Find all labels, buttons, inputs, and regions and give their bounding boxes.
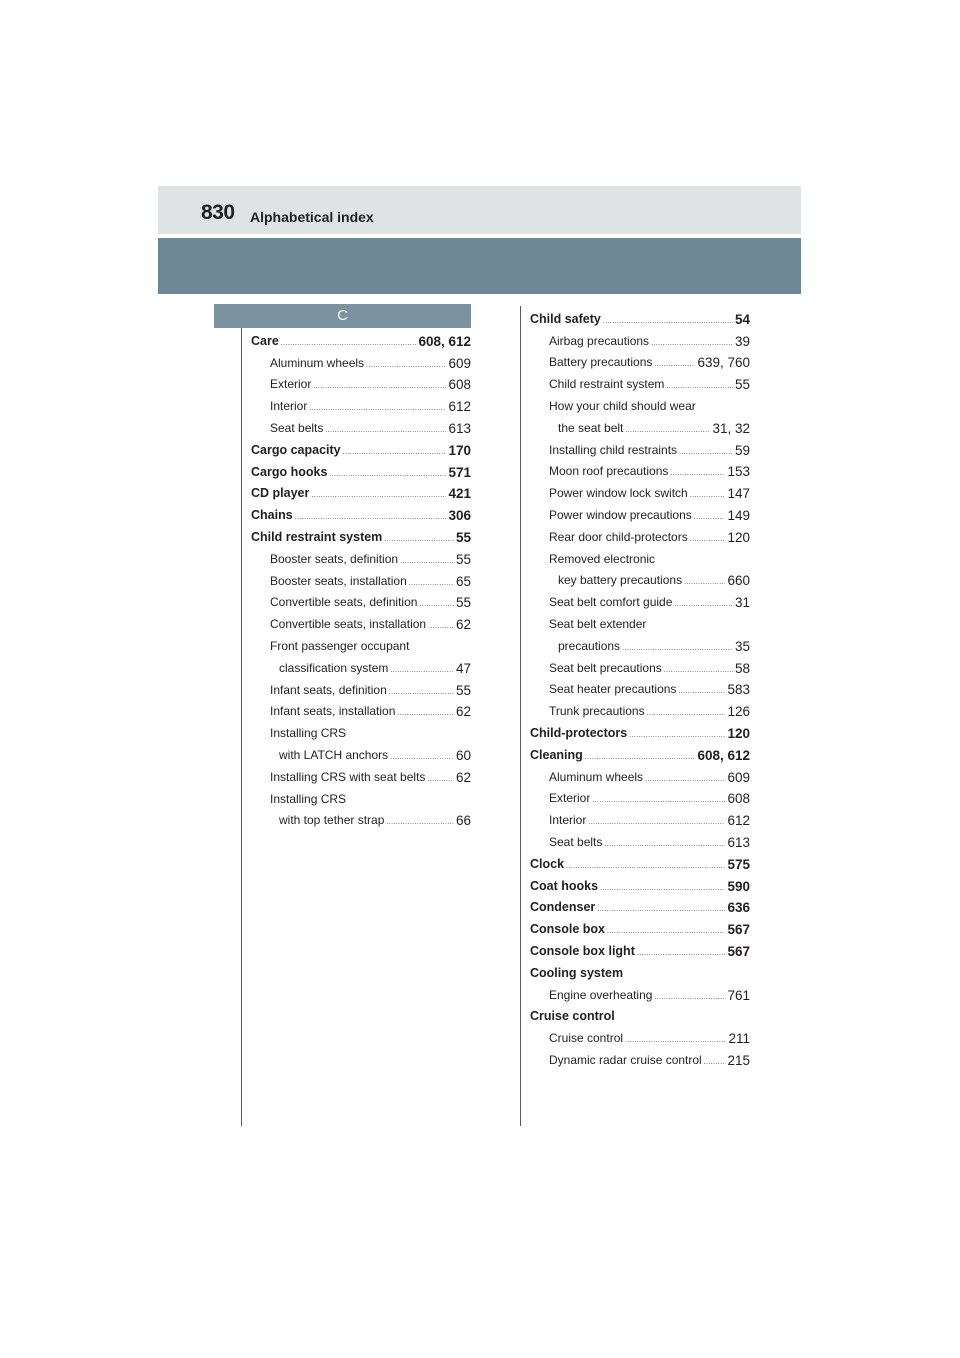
entry-page-ref[interactable]: 126 [727, 704, 750, 720]
entry-page-ref[interactable]: 62 [455, 617, 471, 633]
dot-leader [597, 904, 725, 916]
entry-label: Child-protectors [530, 725, 628, 740]
index-entry [251, 764, 471, 786]
index-entry [530, 524, 750, 546]
entry-page-ref[interactable]: 608 [727, 791, 750, 807]
entry-page-ref[interactable]: 613 [727, 834, 750, 850]
entry-label: Care [251, 333, 279, 348]
entry-label: key battery precautions [558, 573, 683, 588]
entry-page-ref[interactable]: 147 [727, 486, 750, 502]
entry-label: Condenser [530, 900, 596, 915]
entry-label: Console box light [530, 943, 635, 958]
dot-leader [654, 359, 695, 371]
dot-leader [679, 447, 733, 459]
dot-leader [622, 643, 733, 655]
entry-page-ref[interactable]: 120 [727, 725, 750, 741]
dot-leader [604, 839, 725, 851]
entry-page-ref[interactable]: 660 [727, 573, 750, 589]
index-entry [251, 524, 471, 546]
section-title: Alphabetical index [250, 209, 374, 225]
entry-page-ref[interactable]: 66 [455, 813, 471, 829]
dot-leader [390, 752, 454, 764]
index-entry [251, 655, 471, 677]
entry-page-ref[interactable]: 62 [455, 704, 471, 720]
dot-leader [678, 686, 725, 698]
index-entry [530, 677, 750, 699]
entry-label: Installing CRS [270, 791, 347, 806]
dot-leader [419, 599, 454, 611]
index-entry [530, 895, 750, 917]
entry-page-ref[interactable]: 31, 32 [712, 420, 750, 436]
dot-leader [366, 360, 446, 372]
index-entry [251, 502, 471, 524]
dot-leader [607, 926, 725, 938]
entry-label: Moon roof precautions [549, 464, 669, 479]
entry-page-ref[interactable]: 55 [455, 595, 471, 611]
index-entry [530, 698, 750, 720]
dot-leader [625, 1035, 726, 1047]
entry-page-ref[interactable]: 608 [448, 377, 471, 393]
index-entry [251, 786, 471, 808]
entry-page-ref[interactable]: 58 [734, 660, 750, 676]
dot-leader [588, 817, 725, 829]
dot-leader [592, 795, 725, 807]
entry-label: Console box [530, 922, 606, 937]
dot-leader [664, 665, 733, 677]
index-entry [530, 960, 750, 982]
entry-label: precautions [558, 638, 621, 653]
entry-page-ref[interactable]: 149 [727, 507, 750, 523]
dot-leader [629, 730, 725, 742]
dot-leader [647, 708, 726, 720]
index-entry [251, 633, 471, 655]
dot-leader [384, 534, 454, 546]
index-entry [530, 393, 750, 415]
index-entry [251, 742, 471, 764]
entry-page-ref[interactable]: 55 [455, 551, 471, 567]
entry-label: Seat belt extender [549, 616, 647, 631]
entry-label: Battery precautions [549, 355, 653, 370]
index-entry [530, 459, 750, 481]
dot-leader [566, 861, 725, 873]
entry-page-ref[interactable]: 65 [455, 573, 471, 589]
dot-leader [603, 316, 733, 328]
header-band [158, 238, 801, 294]
entry-label: Rear door child-protectors [549, 529, 688, 544]
index-entry [251, 459, 471, 481]
entry-label: Infant seats, installation [270, 704, 396, 719]
entry-label: classification system [279, 660, 389, 675]
entry-label: the seat belt [558, 420, 624, 435]
entry-label: Cargo hooks [251, 464, 328, 479]
entry-page-ref[interactable]: 639, 760 [697, 355, 750, 371]
entry-page-ref[interactable]: 215 [727, 1052, 750, 1068]
entry-label: Removed electronic [549, 551, 656, 566]
index-column-left [251, 328, 471, 829]
entry-label: Seat belts [549, 834, 603, 849]
index-entry [530, 611, 750, 633]
entry-label: Dynamic radar cruise control [549, 1052, 702, 1067]
index-entry [530, 938, 750, 960]
dot-leader [389, 687, 454, 699]
dot-leader [428, 621, 454, 633]
entry-label: Power window lock switch [549, 486, 688, 501]
index-entry [251, 393, 471, 415]
entry-label: Chains [251, 508, 293, 523]
entry-label: Seat belt comfort guide [549, 595, 673, 610]
index-entry [530, 1025, 750, 1047]
entry-page-ref[interactable]: 35 [734, 638, 750, 654]
dot-leader [704, 1057, 726, 1069]
index-entry [251, 720, 471, 742]
entry-label: Interior [270, 399, 308, 414]
dot-leader [409, 578, 454, 590]
dot-leader [625, 425, 710, 437]
entry-page-ref[interactable]: 31 [734, 595, 750, 611]
dot-leader [400, 556, 454, 568]
entry-label: Installing CRS with seat belts [270, 769, 426, 784]
entry-page-ref[interactable]: 170 [448, 442, 471, 458]
entry-label: Aluminum wheels [270, 355, 365, 370]
entry-page-ref[interactable]: 39 [734, 333, 750, 349]
dot-leader [309, 403, 446, 415]
index-entry [530, 982, 750, 1004]
entry-page-ref[interactable]: 613 [448, 420, 471, 436]
dot-leader [325, 425, 446, 437]
entry-page-ref[interactable]: 306 [448, 508, 471, 524]
entry-label: Booster seats, definition [270, 551, 399, 566]
dot-leader [651, 338, 733, 350]
index-column-right [530, 306, 750, 1069]
index-entry [530, 786, 750, 808]
index-entry [251, 677, 471, 699]
entry-label: Exterior [270, 377, 312, 392]
right-column-rule [520, 306, 521, 1126]
entry-page-ref[interactable]: 608, 612 [418, 333, 471, 349]
entry-label: with top tether strap [279, 813, 385, 828]
index-entry [251, 590, 471, 612]
entry-page-ref[interactable]: 609 [727, 769, 750, 785]
index-entry [251, 415, 471, 437]
entry-label: Installing CRS [270, 726, 347, 741]
entry-label: Convertible seats, installation [270, 617, 427, 632]
entry-page-ref[interactable]: 54 [734, 311, 750, 327]
dot-leader [386, 817, 454, 829]
dot-leader [645, 774, 725, 786]
index-entry [251, 611, 471, 633]
index-entry [530, 1004, 750, 1026]
index-entry [251, 699, 471, 721]
entry-label: Clock [530, 856, 565, 871]
index-entry [530, 502, 750, 524]
entry-page-ref[interactable]: 567 [727, 922, 750, 938]
entry-label: Child restraint system [251, 529, 383, 544]
index-entry [530, 764, 750, 786]
dot-leader [674, 599, 733, 611]
entry-page-ref[interactable]: 55 [734, 377, 750, 393]
entry-page-ref[interactable]: 153 [727, 464, 750, 480]
index-entry [530, 415, 750, 437]
index-entry [251, 350, 471, 372]
index-entry [530, 807, 750, 829]
index-entry [530, 1047, 750, 1069]
entry-label: Coat hooks [530, 878, 599, 893]
index-entry [251, 437, 471, 459]
entry-label: Interior [549, 813, 587, 828]
letter-heading: C [214, 304, 471, 328]
dot-leader [684, 577, 725, 589]
page-number: 830 [201, 201, 235, 224]
entry-label: Engine overheating [549, 987, 653, 1002]
entry-label: Cargo capacity [251, 442, 341, 457]
index-entry [530, 916, 750, 938]
index-entry [530, 633, 750, 655]
entry-page-ref[interactable]: 575 [727, 856, 750, 872]
index-entry [530, 829, 750, 851]
dot-leader [637, 948, 726, 960]
index-entry [251, 808, 471, 830]
entry-page-ref[interactable]: 609 [448, 355, 471, 371]
dot-leader [397, 708, 454, 720]
dot-leader [690, 534, 726, 546]
index-entry [530, 589, 750, 611]
entry-label: Exterior [549, 791, 591, 806]
dot-leader [343, 447, 447, 459]
entry-label: CD player [251, 486, 310, 501]
entry-label: Front passenger occupant [270, 638, 410, 653]
dot-leader [281, 338, 417, 350]
dot-leader [427, 774, 454, 786]
index-entry [530, 720, 750, 742]
index-entry [530, 371, 750, 393]
entry-page-ref[interactable]: 62 [455, 769, 471, 785]
dot-leader [666, 381, 733, 393]
entry-page-ref[interactable]: 612 [448, 399, 471, 415]
entry-label: Cooling system [530, 965, 624, 980]
index-entry [530, 873, 750, 895]
dot-leader [311, 490, 446, 502]
dot-leader [654, 992, 725, 1004]
entry-label: Airbag precautions [549, 333, 650, 348]
index-entry [530, 851, 750, 873]
entry-label: with LATCH anchors [279, 747, 389, 762]
entry-page-ref[interactable]: 583 [727, 682, 750, 698]
entry-label: Child restraint system [549, 377, 665, 392]
index-entry [530, 568, 750, 590]
left-column-rule [241, 306, 242, 1126]
entry-label: Child safety [530, 311, 601, 326]
dot-leader [600, 883, 725, 895]
entry-label: Infant seats, definition [270, 682, 387, 697]
entry-page-ref[interactable]: 567 [727, 943, 750, 959]
index-entry [530, 546, 750, 568]
dot-leader [585, 752, 696, 764]
index-entry [530, 350, 750, 372]
dot-leader [295, 512, 447, 524]
dot-leader [313, 381, 446, 393]
entry-label: Cruise control [530, 1009, 615, 1024]
index-entry [530, 437, 750, 459]
entry-label: Seat heater precautions [549, 682, 677, 697]
entry-label: Seat belts [270, 420, 324, 435]
entry-label: Booster seats, installation [270, 573, 407, 588]
entry-label: How your child should wear [549, 398, 696, 413]
entry-label: Aluminum wheels [549, 769, 644, 784]
entry-label: Cleaning [530, 747, 583, 762]
entry-page-ref[interactable]: 612 [727, 813, 750, 829]
entry-label: Power window precautions [549, 507, 692, 522]
entry-page-ref[interactable]: 55 [455, 682, 471, 698]
dot-leader [694, 512, 726, 524]
index-entry [530, 742, 750, 764]
entry-label: Cruise control [549, 1031, 624, 1046]
index-entry [251, 481, 471, 503]
entry-label: Trunk precautions [549, 704, 645, 719]
entry-label: Seat belt precautions [549, 660, 662, 675]
dot-leader [690, 490, 726, 502]
entry-page-ref[interactable]: 761 [727, 987, 750, 1003]
index-entry [530, 306, 750, 328]
entry-page-ref[interactable]: 636 [727, 900, 750, 916]
entry-page-ref[interactable]: 47 [455, 660, 471, 676]
index-entry [251, 328, 471, 350]
entry-page-ref[interactable]: 421 [448, 486, 471, 502]
entry-page-ref[interactable]: 211 [728, 1031, 750, 1047]
index-entry [251, 546, 471, 568]
index-entry [530, 328, 750, 350]
index-entry [251, 568, 471, 590]
entry-page-ref[interactable]: 59 [734, 442, 750, 458]
entry-page-ref[interactable]: 608, 612 [697, 747, 750, 763]
entry-label: Convertible seats, definition [270, 595, 418, 610]
dot-leader [329, 469, 446, 481]
entry-page-ref[interactable]: 120 [727, 529, 750, 545]
entry-page-ref[interactable]: 60 [455, 747, 471, 763]
entry-page-ref[interactable]: 55 [455, 529, 471, 545]
index-entry [530, 480, 750, 502]
dot-leader [390, 665, 454, 677]
index-entry [251, 372, 471, 394]
index-entry [530, 655, 750, 677]
entry-page-ref[interactable]: 571 [448, 464, 471, 480]
entry-label: Installing child restraints [549, 442, 678, 457]
entry-page-ref[interactable]: 590 [727, 878, 750, 894]
dot-leader [670, 468, 725, 480]
